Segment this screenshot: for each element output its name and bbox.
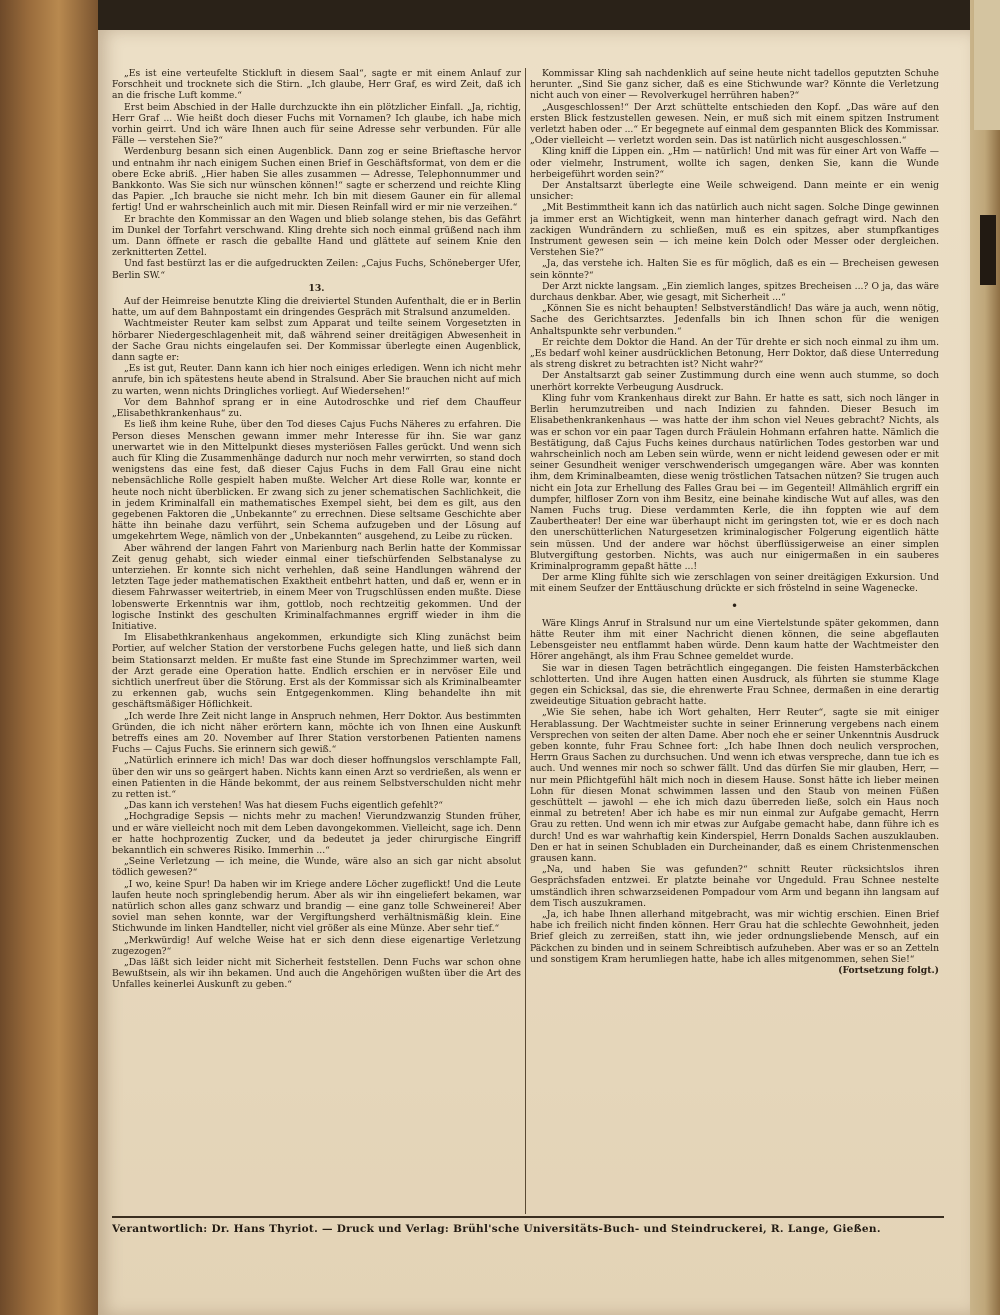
left-column [112, 68, 521, 1214]
paragraph: Es ließ ihm keine Ruhe, über den Tod dieses Cajus Fuchs Näheres zu erfahren. Die Person dieses Menschen gewann immer mehr Interesse für ihn. Sie war ganz unerwartet wie in den Mittelpunkt dieses mysteriösen Falles gerückt. Und wenn sich auch für Kling die Zusammenhänge dadurch nur noch mehr verwirrten, so stand doch wenigstens das eine fest, daß dieser Cajus Fuchs in dem Fall Grau eine nicht nebensächliche Rolle gespielt haben mußte. Welcher Art diese Rolle war, konnte er heute noch nicht überblicken. Er zwang sich zu jener schematischen Sachlichkeit, die in jedem Kriminalfall ein mathematisches Exempel sieht, bei dem es gilt, aus den gegebenen Faktoren die „Unbekannte“ zu errechnen. Diese seltsame Geschichte aber hätte ihn beinahe dazu verführt, sein Schema aufzugeben und der Lösung auf umgekehrtem Wege, nämlich von der „Unbekannten“ ausgehend, zu Leibe zu rücken. [112, 419, 521, 543]
paragraph: „I wo, keine Spur! Da haben wir im Kriege andere Löcher zugeflickt! Und die Leute laufen heute noch springlebendig herum. Aber als wir ihn eingeliefert bekamen, war natürlich schon alles ganz schwarz und brandig — eine ganz tolle Schweinerei! Aber soviel man sehen konnte, war der Vergiftungsherd verhältnismäßig klein. Eine Stichwunde im linken Handteller, nicht viel größer als eine Münze. Aber sehr tief.“ [112, 878, 521, 935]
paragraph: Wachtmeister Reuter kam selbst zum Apparat und teilte seinem Vorgesetzten in hörbarer Niedergeschlagenheit mit, daß während seiner dreitägigen Abwesenheit in der Sache Grau nichts eingelaufen sei. Der Kommissar überlegte einen Augenblick, dann sagte er: [112, 318, 521, 364]
paragraph: Der Anstaltsarzt gab seiner Zustimmung durch eine wenn auch stumme, so doch unerhört korrekte Verbeugung Ausdruck. [530, 370, 939, 393]
book-binding-left [0, 0, 98, 1315]
chapter-number: 13. [308, 282, 325, 294]
right-column [530, 68, 939, 1214]
paragraph: „Na, und haben Sie was gefunden?“ schnitt Reuter rücksichtslos ihren Gesprächsfaden entzwei. Er platzte beinahe vor Ungeduld. Frau Schnee nestelte umständlich ihren schwarzseidenen Pompadour vom Arm und begann ihn langsam auf dem Tisch auszukramen. [530, 864, 939, 909]
paragraph: „Natürlich erinnere ich mich! Das war doch dieser hoffnungslos verschlampte Fall, über den wir uns so geärgert haben. Nichts kann einen Arzt so verdrießen, als wenn er einen Patienten in die Hände bekommt, der aus reinem Selbstverschulden nicht mehr zu retten ist.“ [112, 755, 521, 800]
paragraph: Er reichte dem Doktor die Hand. An der Tür drehte er sich noch einmal zu ihm um. „Es bedarf wohl keiner ausdrücklichen Betonung, Herr Doktor, daß diese Unterredung als streng diskret zu betrachten ist? Nicht wahr?“ [530, 336, 939, 371]
paragraph: „Es ist gut, Reuter. Dann kann ich hier noch einiges erledigen. Wenn ich nicht mehr anrufe, bin ich spätestens heute abend in Stralsund. Aber Sie brauchen nicht auf mich zu warten, wenn nichts Dringliches vorliegt. Auf Wiedersehen!“ [112, 363, 521, 397]
paragraph: „Ja, ich habe Ihnen allerhand mitgebracht, was mir wichtig erschien. Einen Brief habe ich freilich nicht finden können. Herr Grau hat die schlechte Gewohnheit, jeden Brief gleich zu zerreißen, statt ihn, wie jeder ordnungsliebende Mensch, auf ein Päckchen zu binden und in seinem Schreibtisch aufzuheben. Aber was er so an Zetteln und sonstigem Kram herumliegen hatte, habe ich alles mitgenommen, sehen Sie!“ [530, 909, 939, 965]
paragraph: „Merkwürdig! Auf welche Weise hat er sich denn diese eigenartige Verletzung zugezogen?“ [112, 934, 521, 957]
paragraph: „Wie Sie sehen, habe ich Wort gehalten, Herr Reuter“, sagte sie mit einiger Herablassung. Der Wachtmeister suchte in seiner Erinnerung vergebens nach einem Versprechen von seiten der alten Dame. Aber noch ehe er seiner Unkenntnis Ausdruck geben konnte, fuhr Frau Schnee fort: „Ich habe Ihnen doch neulich versprochen, Herrn Graus Sachen zu durchsuchen. Und wenn ich etwas verspreche, dann tue ich es auch. Und wennes mir noch so schwer fällt. Und das dürfen Sie mir glauben, Herr, — nur mein Pflichtgefühl hält mich noch in diesem Hause. Sonst hätte ich lieber meinen Lohn für diesen Monat schwimmen lassen und den Staub von meinen Füßen geschüttelt — jawohl — ehe ich mich dazu überreden ließe, solch ein Haus noch einmal zu betreten! Aber ich habe es mir nun einmal zur Aufgabe gemacht, Herrn Grau zu retten. Und wenn ich mir etwas zur Aufgabe gemacht habe, dann führe ich es durch! Und es war wahrhaftig kein Kinderspiel, Herrn Donalds Sachen auszuklauben. Den er hat in seinen Schubladen ein Durcheinander, daß es einem Christenmenschen grausen kann. [530, 707, 939, 865]
paragraph: Kling fuhr vom Krankenhaus direkt zur Bahn. Er hatte es satt, sich noch länger in Berlin herumzutreiben und nach Indizien zu fahnden. Dieser Besuch im Elisabethenkrankenhaus — was hatte der ihm schon viel Neues gebracht? Nichts, als was er schon vor ein paar Tagen durch Fräulein Hohmann erfahren hatte. Nämlich die Bestätigung, daß Cajus Fuchs keines durchaus natürlichen Todes gestorben war und wahrscheinlich noch am Leben sein würde, wenn er nicht leidend gewesen oder er mit seiner Gesundheit weniger verschwenderisch umgegangen wäre. Aber was konnten ihm, dem Kriminalbeamten, diese wenig tröstlichen Tatsachen nützen? Sie trugen auch nicht ein Jota zur Erhellung des Falles Grau bei — im Gegenteil! Allmählich ergriff ein dumpfer, hilfloser Zorn von ihm Besitz, eine beinahe kindische Wut auf alles, was den Namen Fuchs trug. Diese verdammten Kerle, die ihn foppten wie auf dem Zaubertheater! Der eine war überhaupt nicht im geringsten tot, wie er es doch nach den unerschütterlichen Naturgesetzen kriminalogischer Folgerung eigentlich hätte sein müssen. Und der andere war höchst überflüssigerweise an einer simplen Blutvergiftung gestorben. Nichts, was auch nur einigermaßen in ein sauberes Kriminalprogramm gepaßt hätte ...! [530, 392, 939, 572]
paragraph: „Seine Verletzung — ich meine, die Wunde, wäre also an sich gar nicht absolut tödlich gewesen?“ [112, 856, 521, 879]
paragraph: Erst beim Abschied in der Halle durchzuckte ihn ein plötzlicher Einfall. „Ja, richtig, Herr Graf ... Wie heißt doch dieser Fuchs mit Vornamen? Ich glaube, ich habe mich vorhin geirrt. Und ich wäre Ihnen auch für seine Adresse sehr verbunden. Für alle Fälle — verstehen Sie?“ [112, 101, 521, 147]
paragraph: Aber während der langen Fahrt von Marienburg nach Berlin hatte der Kommissar Zeit genug gehabt, sich wieder einmal einer tiefschürfenden Selbstanalyse zu unterziehen. Er konnte sich nicht verhehlen, daß seine Handlungen während der letzten Tage jeder mathematischen Exaktheit entbehrt hatten, und daß er, wenn er in diesem Fahrwasser weitertrieb, in einem Meer von Trugschlüssen enden mußte. Diese lobenswerte Erkenntnis war ihm, gottlob, noch rechtzeitig gekommen. Und der logische Instinkt des geschulten Kriminalfachmannes ergriff wieder in ihm die Initiative. [112, 542, 521, 632]
newspaper-page [98, 30, 970, 1315]
paragraph: Kommissar Kling sah nachdenklich auf seine heute nicht tadellos geputzten Schuhe herunter. „Sind Sie ganz sicher, daß es eine Stichwunde war? Könnte die Verletzung nicht auch von einer — Revolverkugel herrühren haben?“ [530, 68, 939, 102]
paragraph: Vor dem Bahnhof sprang er in eine Autodroschke und rief dem Chauffeur „Elisabethkrankenhaus“ zu. [112, 396, 521, 420]
paragraph: „Ausgeschlossen!“ Der Arzt schüttelte entschieden den Kopf. „Das wäre auf den ersten Blick festzustellen gewesen. Nein, er muß sich mit einem spitzen Instrument verletzt haben oder ...“ Er begegnete auf einmal dem gespannten Blick des Kommissar. „Oder vielleicht — verletzt worden sein. Das ist natürlich nicht ausgeschlossen.“ [530, 101, 939, 147]
paragraph: Wäre Klings Anruf in Stralsund nur um eine Viertelstunde später gekommen, dann hätte Reuter ihm mit einer Nachricht dienen können, die seine abgeflauten Lebensgeister neu entflammt haben würde. Denn kaum hatte der Wachtmeister den Hörer angehängt, als ihm Frau Schnee gemeldet wurde. [530, 617, 939, 663]
paragraph: Der Anstaltsarzt überlegte eine Weile schweigend. Dann meinte er ein wenig unsicher: [530, 180, 939, 203]
paragraph: „Können Sie es nicht behaupten! Selbstverständlich! Das wäre ja auch, wenn nötig, Sache des Gerichtsarztes. Jedenfalls bin ich Ihnen schon für die wenigen Anhaltspunkte sehr verbunden.“ [530, 303, 939, 337]
section-break-ornament: • [730, 598, 739, 613]
paragraph: Kling kniff die Lippen ein. „Hm — natürlich! Und mit was für einer Art von Waffe — oder vielmehr, Instrument, wollte ich sagen, denken Sie, kann die Wunde herbeigeführt worden sein?“ [530, 146, 939, 180]
adjacent-page-edge [974, 0, 1000, 130]
paragraph: Der Arzt nickte langsam. „Ein ziemlich langes, spitzes Brecheisen ...? O ja, das wäre durchaus denkbar. Aber, wie gesagt, mit Sicherheit ...“ [530, 280, 939, 304]
paragraph: Werdenburg besann sich einen Augenblick. Dann zog er seine Brieftasche hervor und entnahm ihr nach einigem Suchen einen Brief in Geschäftsformat, von dem er die obere Ecke abriß. „Hier haben Sie alles zusammen — Adresse, Telephonnummer und Bankkonto. Was Sie sich nur wünschen können!“ sagte er scherzend und reichte Kling das Papier. „Ich brauche sie nicht mehr. Ich bin mit diesem Gauner ein für allemal fertig! Und er wahrscheinlich auch mit mir. Diesen Reinfall wird er mir nie verzeihen.“ [112, 146, 521, 214]
paragraph: Der arme Kling fühlte sich wie zerschlagen von seiner dreitägigen Exkursion. Und mit einem Seufzer der Enttäuschung drückte er sich fröstelnd in seine Wagenecke. [530, 572, 939, 595]
paragraph: „Das läßt sich leider nicht mit Sicherheit feststellen. Denn Fuchs war schon ohne Bewußtsein, als wir ihn bekamen. Und auch die Angehörigen wußten über die Art des Unfalles keinerlei Auskunft zu geben.“ [112, 957, 521, 991]
paragraph: Sie war in diesen Tagen beträchtlich eingegangen. Die feisten Hamsterbäckchen schlotterten. Und ihre Augen hatten einen Ausdruck, als führten sie stumme Klage gegen ein Schicksal, das sie, die ehrenwerte Frau Schnee, dermaßen in eine derartig zweideutige Situation gebracht hatte. [530, 662, 939, 708]
paragraph: „Ja, das verstehe ich. Halten Sie es für möglich, daß es ein — Brecheisen gewesen sein könnte?“ [530, 258, 939, 281]
paragraph: Im Elisabethkrankenhaus angekommen, erkundigte sich Kling zunächst beim Portier, auf welcher Station der verstorbene Fuchs gelegen hatte, und ließ sich dann beim Stationsarzt melden. Er mußte fast eine Stunde im Sprechzimmer warten, weil der Arzt gerade eine Operation hatte. Endlich erschien er in nervöser Eile und sichtlich unerfreut über die Störung. Erst als der Kommissar sich als Kriminalbeamter zu erkennen gab, wuchs sein Entgegenkommen. Kling behandelte ihn mit geschäftsmäßiger Höflichkeit. [112, 632, 521, 711]
imprint-footer: Verantwortlich: Dr. Hans Thyriot. — Druck und Verlag: Brühl'sche Universitäts-Buch- und Steindruckerei, R. Lange, Gießen. [112, 1223, 881, 1235]
paragraph: „Mit Bestimmtheit kann ich das natürlich auch nicht sagen. Solche Dinge gewinnen ja immer erst an Wichtigkeit, wenn man hinterher danach gefragt wird. Nach den zackigen Wundrändern zu schließen, muß es ein spitzes, aber stumpfkantiges Instrument gewesen sein — ich meine kein Dolch oder Messer oder dergleichen. Verstehen Sie?“ [530, 202, 939, 259]
book-binding-right [970, 0, 1000, 1315]
footer-rule [112, 1216, 944, 1218]
paragraph: Er brachte den Kommissar an den Wagen und blieb solange stehen, bis das Gefährt im Dunkel der Torfahrt verschwand. Kling drehte sich noch einmal grüßend nach ihm um. Dann öffnete er rasch die geballte Hand und glättete auf seinem Knie den zerknitterten Zettel. [112, 213, 521, 259]
paragraph: „Ich werde Ihre Zeit nicht lange in Anspruch nehmen, Herr Doktor. Aus bestimmten Gründen, die ich nicht näher erörtern kann, möchte ich von Ihnen eine Auskunft betreffs eines am 20. November auf Ihrer Station verstorbenen Patienten namens Fuchs — Cajus Fuchs. Sie erinnern sich gewiß.“ [112, 710, 521, 756]
to-be-continued-note: (Fortsetzung folgt.) [838, 965, 939, 977]
column-divider [525, 68, 526, 1214]
paragraph: „Es ist eine verteufelte Stickluft in diesem Saal“, sagte er mit einem Anlauf zur Forschheit und trocknete sich die Stirn. „Ich glaube, Herr Graf, es wird Zeit, daß ich an die frische Luft komme.“ [112, 68, 521, 102]
adjacent-page-letter-fragment [980, 215, 996, 285]
paragraph: Auf der Heimreise benutzte Kling die dreiviertel Stunden Aufenthalt, die er in Berlin hatte, um auf dem Bahnpostamt ein dringendes Gespräch mit Stralsund anzumelden. [112, 296, 521, 319]
paragraph: „Das kann ich verstehen! Was hat diesem Fuchs eigentlich gefehlt?“ [124, 800, 443, 812]
paragraph: „Hochgradige Sepsis — nichts mehr zu machen! Vierundzwanzig Stunden früher, und er wäre vielleicht noch mit dem Leben davongekommen. Vielleicht, sage ich. Denn er hatte hochprozentig Zucker, und da bedeutet ja jeder chirurgische Eingriff bekanntlich ein schweres Risiko. Immerhin ...“ [112, 811, 521, 857]
paragraph: Und fast bestürzt las er die aufgedruckten Zeilen: „Cajus Fuchs, Schöneberger Ufer, Berlin SW.“ [112, 258, 521, 281]
